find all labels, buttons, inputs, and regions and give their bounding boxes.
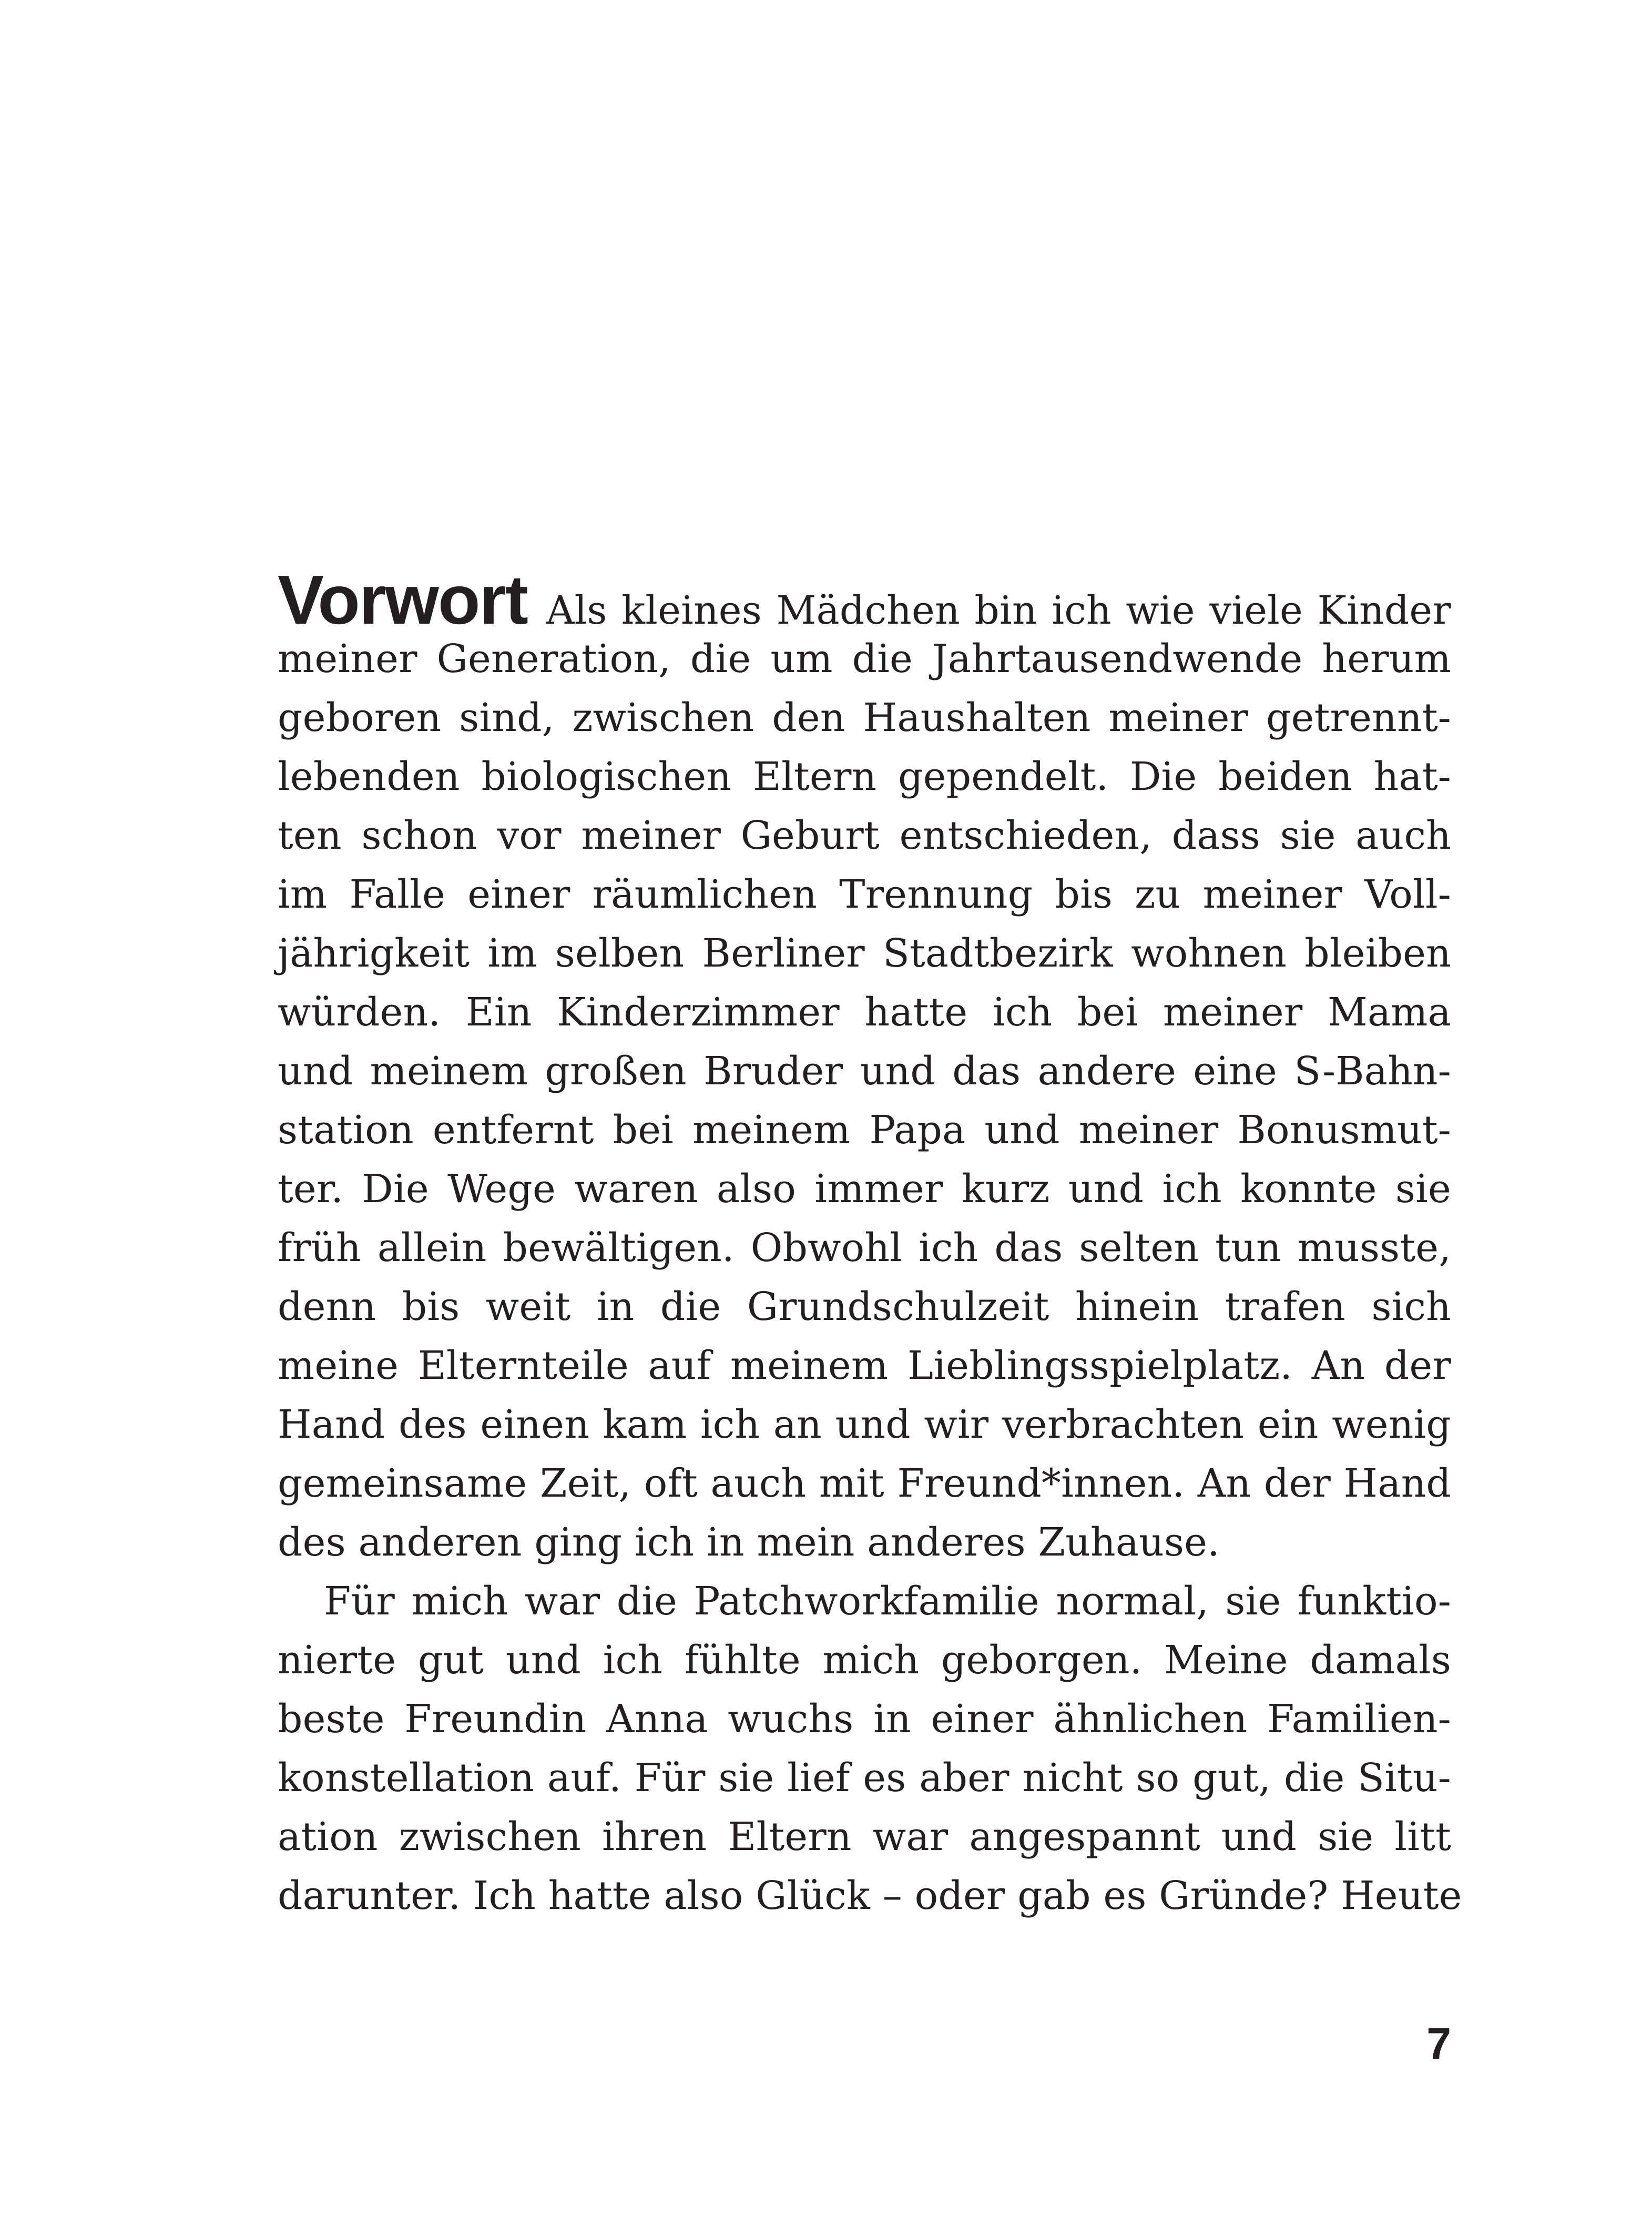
- text-line: geboren sind, zwischen den Haushalten meiner getrennt-: [278, 695, 1451, 740]
- text-line: ter. Die Wege waren also immer kurz und ich konnte sie: [278, 1166, 1451, 1212]
- text-line: Als kleines Mädchen bin ich wie viele Kinder: [546, 588, 1451, 633]
- text-line: lebenden biologischen Eltern gependelt. Die beiden hat-: [278, 754, 1451, 799]
- text-line: und meinem großen Bruder und das andere eine S-Bahn-: [278, 1049, 1451, 1094]
- text-line: station entfernt bei meinem Papa und meiner Bonusmut-: [278, 1107, 1451, 1153]
- text-line: jährigkeit im selben Berliner Stadtbezirk wohnen bleiben: [278, 931, 1451, 976]
- text-line: meine Elternteile auf meinem Lieblingsspielplatz. An der: [278, 1343, 1451, 1388]
- text-line: würden. Ein Kinderzimmer hatte ich bei meiner Mama: [278, 990, 1451, 1035]
- text-line: Für mich war die Patchworkfamilie normal, sie funktio-: [324, 1579, 1451, 1624]
- chapter-heading: Vorwort: [278, 561, 527, 638]
- text-line: gemeinsame Zeit, oft auch mit Freund*innen. An der Hand: [278, 1461, 1451, 1506]
- text-line: Hand des einen kam ich an und wir verbrachten ein wenig: [278, 1402, 1451, 1447]
- text-line: ten schon vor meiner Geburt entschieden, dass sie auch: [278, 813, 1451, 858]
- text-line-first: [278, 561, 1451, 638]
- text-line: meiner Generation, die um die Jahrtausendwende herum: [278, 636, 1451, 682]
- page-number: 7: [1426, 2019, 1451, 2068]
- text-line: des anderen ging ich in mein anderes Zuhause.: [278, 1520, 1220, 1565]
- text-line: darunter. Ich hatte also Glück – oder gab es Gründe? Heute: [278, 1873, 1462, 1918]
- body-text: [278, 561, 1462, 1925]
- text-line: ation zwischen ihren Eltern war angespannt und sie litt: [278, 1814, 1451, 1859]
- text-line: nierte gut und ich fühlte mich geborgen. Meine damals: [278, 1638, 1451, 1683]
- text-line: früh allein bewältigen. Obwohl ich das selten tun musste,: [278, 1225, 1451, 1271]
- text-line: beste Freundin Anna wuchs in einer ähnlichen Familien-: [278, 1696, 1451, 1742]
- text-line: konstellation auf. Für sie lief es aber nicht so gut, die Situ-: [278, 1755, 1451, 1801]
- text-line: denn bis weit in die Grundschulzeit hinein trafen sich: [278, 1284, 1451, 1329]
- text-line: im Falle einer räumlichen Trennung bis zu meiner Voll-: [278, 872, 1451, 917]
